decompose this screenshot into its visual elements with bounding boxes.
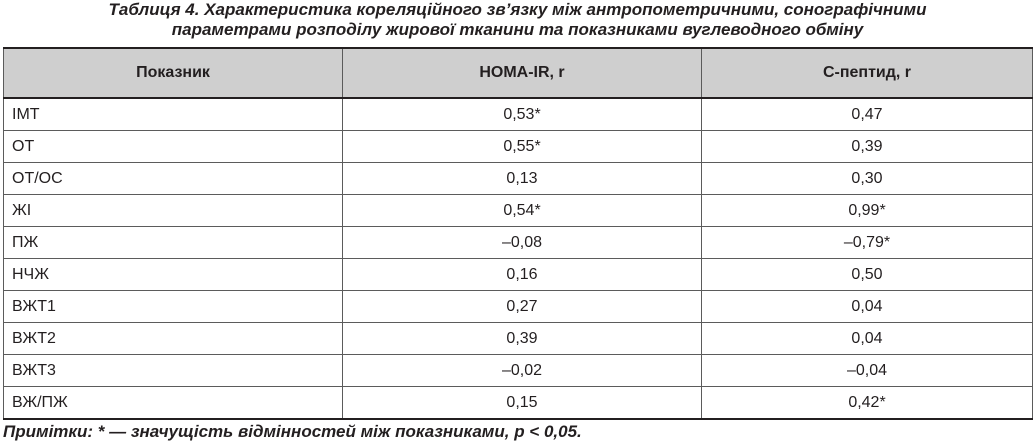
homa-ir-cell: –0,08 <box>343 227 702 259</box>
table-caption <box>0 0 1035 40</box>
correlation-table <box>3 47 1033 420</box>
table-row <box>4 387 1033 420</box>
homa-ir-cell: 0,15 <box>343 387 702 420</box>
indicator-cell: ПЖ <box>4 227 343 259</box>
indicator-cell: ВЖТ1 <box>4 291 343 323</box>
c-peptide-cell: 0,39 <box>702 131 1033 163</box>
table-row <box>4 227 1033 259</box>
indicator-cell: ЖІ <box>4 195 343 227</box>
header-indicator: Показник <box>4 48 343 98</box>
table-row <box>4 291 1033 323</box>
indicator-cell: ВЖ/ПЖ <box>4 387 343 420</box>
homa-ir-cell: 0,39 <box>343 323 702 355</box>
caption-line-2: параметрами розподілу жирової тканини та показниками вуглеводного обміну <box>171 20 864 39</box>
homa-ir-cell: 0,53* <box>343 98 702 131</box>
c-peptide-cell: –0,79* <box>702 227 1033 259</box>
table-row <box>4 259 1033 291</box>
header-homa-ir: HOMA-IR, r <box>343 48 702 98</box>
indicator-cell: ВЖТ3 <box>4 355 343 387</box>
table-body <box>4 98 1033 419</box>
c-peptide-cell: 0,99* <box>702 195 1033 227</box>
c-peptide-cell: 0,47 <box>702 98 1033 131</box>
c-peptide-cell: 0,42* <box>702 387 1033 420</box>
indicator-cell: НЧЖ <box>4 259 343 291</box>
table-row <box>4 163 1033 195</box>
c-peptide-cell: 0,04 <box>702 291 1033 323</box>
table-header <box>4 48 1033 98</box>
c-peptide-cell: 0,50 <box>702 259 1033 291</box>
indicator-cell: ІМТ <box>4 98 343 131</box>
table-row <box>4 323 1033 355</box>
homa-ir-cell: 0,16 <box>343 259 702 291</box>
header-c-peptide: С-пептид, r <box>702 48 1033 98</box>
indicator-cell: ВЖТ2 <box>4 323 343 355</box>
homa-ir-cell: 0,55* <box>343 131 702 163</box>
homa-ir-cell: –0,02 <box>343 355 702 387</box>
caption-line-1: Таблиця 4. Характеристика кореляційного зв’язку між антропометричними, сонографічними <box>108 0 927 19</box>
homa-ir-cell: 0,27 <box>343 291 702 323</box>
indicator-cell: ОТ <box>4 131 343 163</box>
table-note: Примітки: * — значущість відмінностей між показниками, p < 0,05. <box>3 422 582 441</box>
table-row <box>4 131 1033 163</box>
c-peptide-cell: 0,04 <box>702 323 1033 355</box>
table-row <box>4 195 1033 227</box>
homa-ir-cell: 0,13 <box>343 163 702 195</box>
c-peptide-cell: –0,04 <box>702 355 1033 387</box>
c-peptide-cell: 0,30 <box>702 163 1033 195</box>
header-row <box>4 48 1033 98</box>
homa-ir-cell: 0,54* <box>343 195 702 227</box>
table-row <box>4 98 1033 131</box>
indicator-cell: ОТ/ОС <box>4 163 343 195</box>
table-row <box>4 355 1033 387</box>
